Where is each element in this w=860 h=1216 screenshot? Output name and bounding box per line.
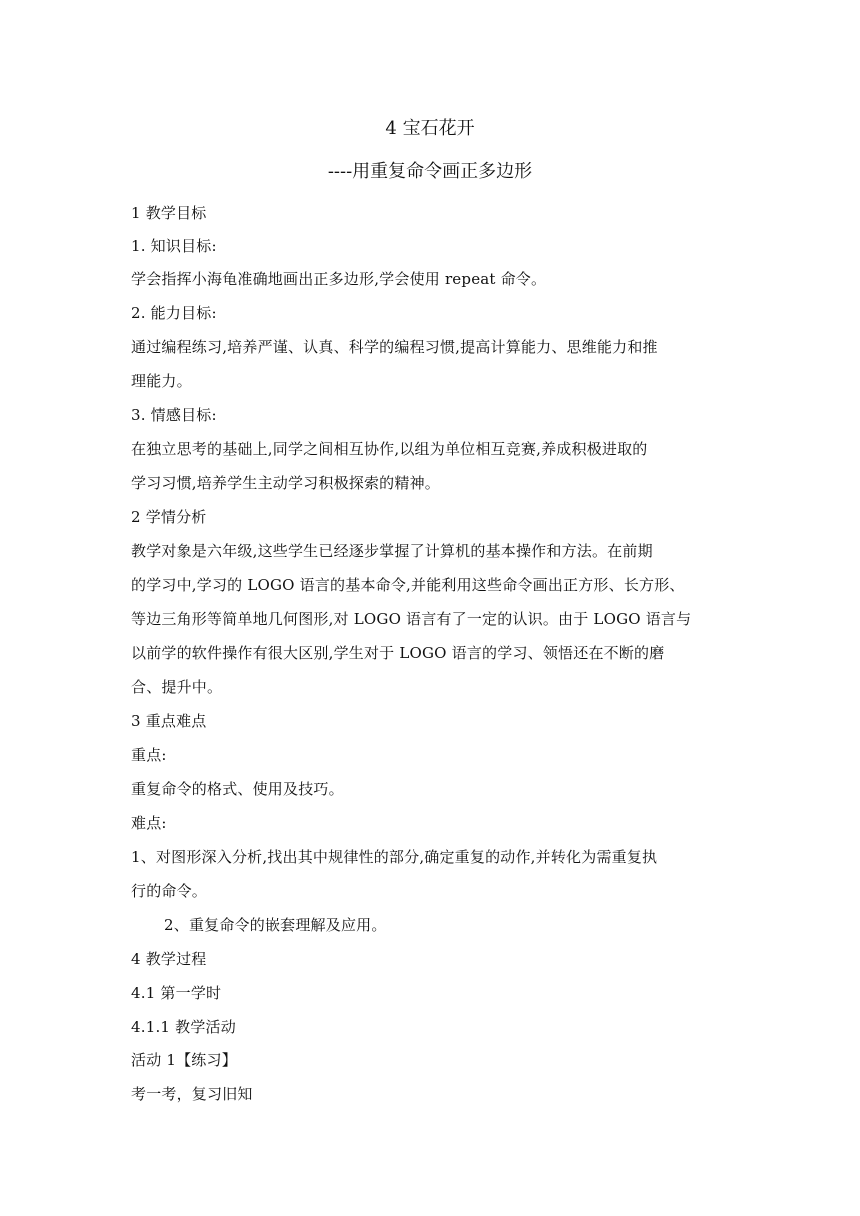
paragraph-line: 通过编程练习,培养严谨、认真、科学的编程习惯,提高计算能力、思维能力和推 [131,338,658,356]
subheading-first-period: 4.1 第一学时 [131,984,222,1002]
section-heading-objectives: 1 教学目标 [131,204,207,222]
subheading-activities: 4.1.1 教学活动 [131,1018,236,1036]
paragraph-line: 考一考，复习旧知 [131,1085,253,1103]
section-heading-analysis: 2 学情分析 [131,508,207,526]
paragraph-line: 合、提升中。 [131,678,223,696]
subheading-difficult: 难点: [131,814,167,832]
paragraph-line: 理能力。 [131,372,192,390]
paragraph-line: 行的命令。 [131,882,208,900]
subheading-emotion: 3. 情感目标: [131,406,217,424]
document-title: 4 宝石花开 [385,118,475,139]
paragraph-line: 2、重复命令的嵌套理解及应用。 [164,916,387,934]
paragraph-line: 学习习惯,培养学生主动学习积极探索的精神。 [131,474,440,492]
paragraph-line: 等边三角形等简单地几何图形,对 LOGO 语言有了一定的认识。由于 LOGO 语言与 [131,610,692,628]
activity-label: 活动 1【练习】 [131,1051,237,1069]
section-heading-key-points: 3 重点难点 [131,712,207,730]
section-heading-process: 4 教学过程 [131,950,207,968]
paragraph-line: 以前学的软件操作有很大区别,学生对于 LOGO 语言的学习、领悟还在不断的磨 [131,644,665,662]
subheading-ability: 2. 能力目标: [131,304,217,322]
paragraph-line: 学会指挥小海龟准确地画出正多边形,学会使用 repeat 命令。 [131,270,547,288]
paragraph-line: 的学习中,学习的 LOGO 语言的基本命令,并能利用这些命令画出正方形、长方形、 [131,576,685,594]
paragraph-line: 重复命令的格式、使用及技巧。 [131,780,344,798]
subheading-key: 重点: [131,746,167,764]
paragraph-line: 1、对图形深入分析,找出其中规律性的部分,确定重复的动作,并转化为需重复执 [131,848,658,866]
paragraph-line: 在独立思考的基础上,同学之间相互协作,以组为单位相互竞赛,养成积极进取的 [131,440,648,458]
subheading-knowledge: 1. 知识目标: [131,237,217,255]
document-subtitle: ----用重复命令画正多边形 [327,161,533,182]
paragraph-line: 教学对象是六年级,这些学生已经逐步掌握了计算机的基本操作和方法。在前期 [131,542,653,560]
